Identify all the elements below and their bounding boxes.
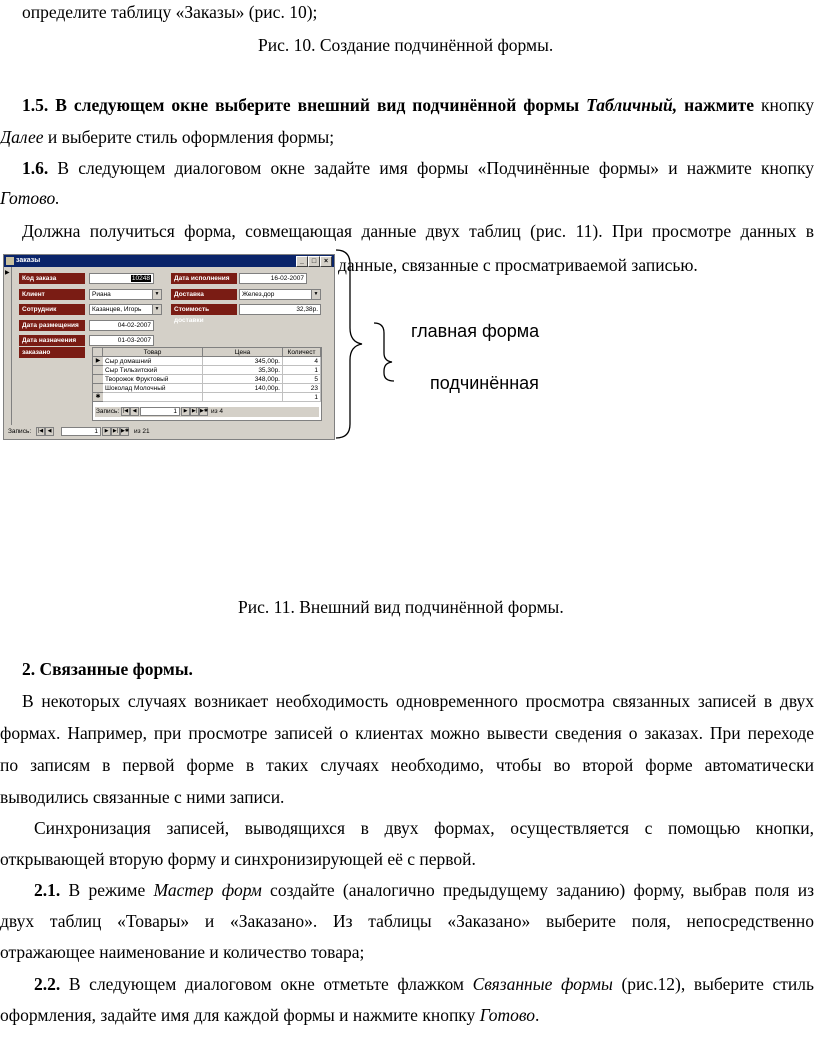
emphasis: Табличный, <box>586 95 678 115</box>
nav-count: из 21 <box>134 428 150 435</box>
emphasis: Мастер форм <box>153 880 262 900</box>
table-cell[interactable]: 1 <box>283 393 321 402</box>
label-order-code: Код заказа <box>19 273 85 284</box>
annotation-main-form: главная форма <box>411 321 540 341</box>
label-delivery-cost: Стоимость доставки <box>171 304 237 315</box>
paragraph-2-1 <box>34 879 814 901</box>
window-title: заказы <box>16 257 41 264</box>
text: кнопку <box>754 95 814 115</box>
field-assign-date[interactable]: 01-03-2007 <box>89 335 154 346</box>
emphasis: Связанные формы <box>472 974 613 994</box>
field-value: 10248 <box>131 275 150 282</box>
paragraph-1-7: Должна получиться форма, совмещающая данные двух таблиц (рис. 11). При просмотре данных в <box>22 221 814 241</box>
outer-brace-icon <box>336 250 362 438</box>
field-value: Казанцев, Игорь <box>92 306 142 313</box>
field-delivery[interactable] <box>239 289 321 300</box>
close-button[interactable]: × <box>320 256 332 267</box>
column-header[interactable]: Количест <box>283 348 321 357</box>
dropdown-arrow-icon[interactable]: ▼ <box>152 305 161 314</box>
text: создайте (аналогично предыдущему заданию) форму, выбрав поля из <box>261 880 814 900</box>
table-cell[interactable]: 5 <box>283 375 321 384</box>
table-cell[interactable]: 23 <box>283 384 321 393</box>
first-record-icon[interactable]: |◀ <box>122 408 129 414</box>
corner-header <box>93 348 103 357</box>
next-record-icon[interactable]: ▶ <box>102 427 111 436</box>
step-number: 2.1. <box>34 880 61 900</box>
step-number: 2.2. <box>34 974 61 994</box>
paragraph-2: В некоторых случаях возникает необходимость одновременного просмотра связанных записей в двух <box>22 691 814 711</box>
field-client[interactable] <box>89 289 162 300</box>
emphasis: Готово <box>479 1005 535 1025</box>
brace-graphic <box>334 248 414 440</box>
table-cell[interactable]: 35,30р. <box>203 366 283 375</box>
emphasis: Далее <box>0 127 44 147</box>
emphasis: Готово. <box>0 188 60 208</box>
subform-datasheet[interactable] <box>92 347 322 421</box>
label-ordered: заказано <box>19 347 85 358</box>
text: В режиме <box>60 880 154 900</box>
annotation-subform: подчинённая <box>430 373 539 393</box>
label-client: Клиент <box>19 289 85 300</box>
prev-record-icon[interactable]: ◀ <box>45 427 54 436</box>
form-icon <box>6 257 14 265</box>
record-selector[interactable] <box>4 267 12 425</box>
column-header[interactable]: Товар <box>103 348 203 357</box>
paragraph-1-6-line2 <box>0 187 60 209</box>
bold-text: нажмите <box>677 95 755 115</box>
text: В следующем диалоговом окне задайте имя формы «Подчинённые формы» и нажмите кнопку <box>48 158 814 178</box>
figure-caption: Рис. 11. Внешний вид подчинённой формы. <box>238 597 564 617</box>
paragraph-2: по записям в первой форме в таких случаях необходимо, чтобы во второй форме автоматически <box>0 755 814 775</box>
paragraph-3: Синхронизация записей, выводящихся в двух формах, осуществляется с помощью кнопки, <box>34 818 814 838</box>
access-form-window <box>3 254 335 440</box>
last-record-icon[interactable]: ▶| <box>112 428 119 434</box>
nav-label: Запись: <box>96 408 120 415</box>
new-record-icon[interactable]: ▶✱ <box>200 408 209 414</box>
record-number-input[interactable]: 1 <box>61 427 101 436</box>
table-cell[interactable] <box>203 393 283 402</box>
table-cell[interactable]: 140,00р. <box>203 384 283 393</box>
row-selector[interactable] <box>93 384 103 393</box>
row-selector[interactable] <box>93 366 103 375</box>
table-cell[interactable]: 1 <box>283 366 321 375</box>
paragraph-2: формах. Например, при просмотре записей о клиентах можно вывести сведения о заказах. При переходе <box>0 723 814 743</box>
table-cell[interactable]: Сыр домашний <box>103 357 203 366</box>
label-delivery: Доставка <box>171 289 237 300</box>
current-record-icon: ▶ <box>5 270 10 276</box>
table-cell[interactable] <box>103 393 203 402</box>
step-number: 1.6. <box>22 158 49 178</box>
window-titlebar <box>4 255 334 267</box>
paragraph-1-5-line2 <box>0 126 334 148</box>
text: оформления, задайте имя для каждой формы и нажмите кнопку <box>0 1005 480 1025</box>
label-assign-date: Дата назначения <box>19 335 85 346</box>
dropdown-arrow-icon[interactable]: ▼ <box>152 290 161 299</box>
table-cell[interactable]: Шоколад Молочный <box>103 384 203 393</box>
heading-text: 2. Связанные формы. <box>22 659 193 679</box>
row-selector[interactable]: ▶ <box>93 357 103 366</box>
paragraph-2-2 <box>0 1004 539 1026</box>
label-placed-date: Дата размещения <box>19 320 85 331</box>
table-cell[interactable]: 345,00р. <box>203 357 283 366</box>
nav-label: Запись: <box>8 428 32 435</box>
record-number-input[interactable]: 1 <box>140 407 180 416</box>
paragraph-1-6 <box>22 157 814 179</box>
text: В следующем диалоговом окне отметьте флажком <box>60 974 473 994</box>
subform-navigation <box>95 407 319 417</box>
main-navigation <box>6 427 330 437</box>
table-cell[interactable]: Сыр Тильзитский <box>103 366 203 375</box>
next-record-icon[interactable]: ▶ <box>181 407 190 416</box>
nav-count: из 4 <box>211 408 224 415</box>
row-selector[interactable] <box>93 375 103 384</box>
first-record-icon[interactable]: |◀ <box>37 428 44 434</box>
field-delivery-cost[interactable]: 32,38р. <box>239 304 321 315</box>
text: . <box>535 1005 540 1025</box>
paragraph-1-5 <box>22 94 814 116</box>
maximize-button[interactable]: □ <box>308 256 320 267</box>
text: и выберите стиль оформления формы; <box>43 127 335 147</box>
inner-brace-icon <box>374 323 394 381</box>
text: (рис.12), выберите стиль <box>612 974 814 994</box>
field-placed-date[interactable]: 04-02-2007 <box>89 320 154 331</box>
last-record-icon[interactable]: ▶| <box>191 408 198 414</box>
label-employee: Сотрудник <box>19 304 85 315</box>
table-cell[interactable]: Творожок Фруктовый <box>103 375 203 384</box>
prev-record-icon[interactable]: ◀ <box>130 407 139 416</box>
field-order-code[interactable] <box>89 273 154 284</box>
label-exec-date: Дата исполнения <box>171 273 237 284</box>
paragraph-1-7-line2: данные, связанные с просматриваемой записью. <box>338 255 698 275</box>
figure-caption: Рис. 10. Создание подчинённой формы. <box>258 35 554 55</box>
paragraph-2: выводились связанные с ними записи. <box>0 787 285 807</box>
new-record-icon[interactable]: ▶✱ <box>121 428 130 434</box>
step-number: 1.5. В следующем окне выберите внешний вид подчинённой формы <box>22 95 587 115</box>
paragraph-2-2 <box>34 973 814 995</box>
new-row-selector[interactable]: ✱ <box>93 393 103 402</box>
dropdown-arrow-icon[interactable]: ▼ <box>311 290 320 299</box>
text-line: определите таблицу «Заказы» (рис. 10); <box>22 2 318 22</box>
table-cell[interactable]: 4 <box>283 357 321 366</box>
table-cell[interactable]: 348,00р. <box>203 375 283 384</box>
minimize-button[interactable]: _ <box>296 256 308 267</box>
field-value: Риана <box>92 291 111 298</box>
paragraph-3: открывающей вторую форму и синхронизирующей её с первой. <box>0 849 476 869</box>
paragraph-2-1: двух таблиц «Товары» и «Заказано». Из таблицы «Заказано» выберите поля, непосредственно <box>0 911 814 931</box>
paragraph-2-1: отражающее наименование и количество товара; <box>0 942 365 962</box>
field-value: Желез.дор <box>242 291 275 298</box>
section-heading <box>22 658 193 680</box>
column-header[interactable]: Цена <box>203 348 283 357</box>
field-employee[interactable] <box>89 304 162 315</box>
field-exec-date[interactable]: 16-02-2007 <box>239 273 307 284</box>
